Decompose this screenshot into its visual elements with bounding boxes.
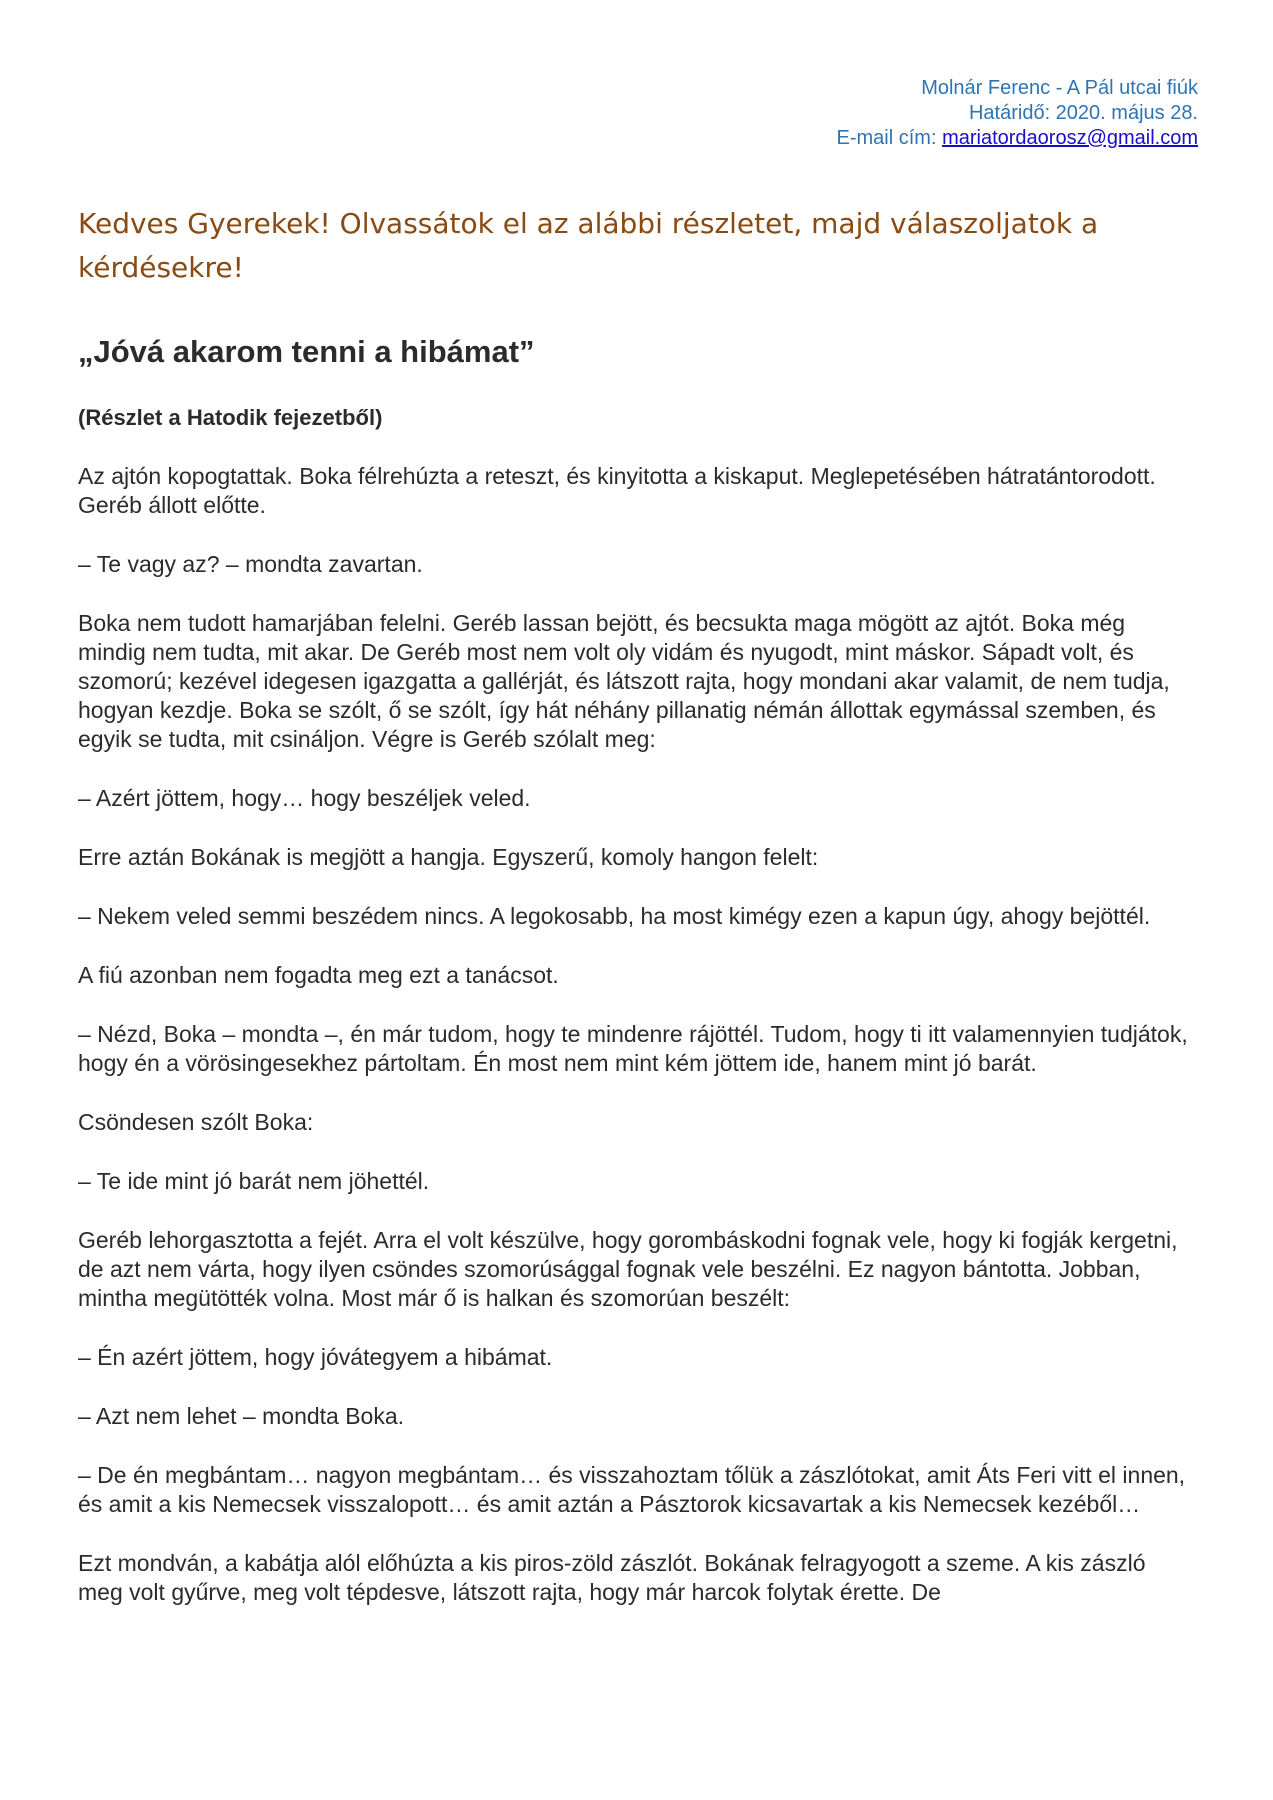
paragraph: Erre aztán Bokának is megjött a hangja. Egyszerű, komoly hangon felelt: bbox=[78, 844, 819, 870]
paragraph: – Nekem veled semmi beszédem nincs. A legokosabb, ha most kimégy ezen a kapun úgy, ahogy bejöttél. bbox=[78, 903, 1151, 929]
email-label: E-mail cím: bbox=[836, 127, 937, 149]
paragraph: – Azért jöttem, hogy… hogy beszéljek veled. bbox=[78, 785, 531, 811]
page-title: „Jóvá akarom tenni a hibámat” bbox=[78, 334, 535, 369]
paragraph: – De én megbántam… nagyon megbántam… és visszahoztam tőlük a zászlótokat, amit Áts Feri vitt el innen, és amit a kis Nemecsek visszalopott… és amit aztán a Pásztorok kicsavartak a kis Nemecsek kezéből… bbox=[78, 1462, 1186, 1517]
paragraph: – Azt nem lehet – mondta Boka. bbox=[78, 1403, 405, 1429]
email-link[interactable]: mariatordaorosz@gmail.com bbox=[942, 127, 1198, 149]
paragraph: – Én azért jöttem, hogy jóvátegyem a hibámat. bbox=[78, 1344, 553, 1370]
paragraph: A fiú azonban nem fogadta meg ezt a tanácsot. bbox=[78, 962, 559, 988]
document-header bbox=[498, 76, 1198, 151]
paragraph: Ezt mondván, a kabátja alól előhúzta a kis piros-zöld zászlót. Bokának felragyogott a szeme. A kis zászló meg volt gyűrve, meg volt tépdesve, látszott rajta, hogy már harcok folytak érette. De bbox=[78, 1550, 1146, 1605]
paragraph: Geréb lehorgasztotta a fejét. Arra el volt készülve, hogy gorombáskodni fognak vele, hogy ki fogják kergetni, de azt nem várta, hogy ilyen csöndes szomorúsággal fognak vele beszélni. Ez nagyon bántotta. Jobban, mintha megütötték volna. Most már ő is halkan és szomorúan beszélt: bbox=[78, 1227, 1178, 1311]
paragraph: Az ajtón kopogtattak. Boka félrehúzta a reteszt, és kinyitotta a kiskaput. Meglepetésében hátratántorodott. Geréb állott előtte. bbox=[78, 463, 1156, 518]
header-email-line bbox=[498, 126, 1198, 151]
intro-instruction: Kedves Gyerekek! Olvassátok el az alábbi részletet, majd válaszoljatok a kérdésekre! bbox=[78, 207, 1099, 284]
paragraph: – Te vagy az? – mondta zavartan. bbox=[78, 551, 423, 577]
paragraph: Boka nem tudott hamarjában felelni. Geréb lassan bejött, és becsukta maga mögött az ajtót. Boka még mindig nem tudta, mit akar. De Geréb most nem volt oly vidám és nyugodt, mint máskor. Sápadt volt, és szomorú; kezével idegesen igazgatta a gallérját, és látszott rajta, hogy mondani akar valamit, de nem tudja, hogyan kezdje. Boka se szólt, ő se szólt, így hát néhány pillanatig némán állottak egymással szemben, és egyik se tudta, mit csináljon. Végre is Geréb szólalt meg: bbox=[78, 610, 1170, 752]
header-deadline: Határidő: 2020. május 28. bbox=[968, 102, 1198, 124]
paragraph: – Te ide mint jó barát nem jöhettél. bbox=[78, 1168, 430, 1194]
header-author-title: Molnár Ferenc - A Pál utcai fiúk bbox=[921, 77, 1198, 99]
paragraph: Csöndesen szólt Boka: bbox=[78, 1109, 314, 1135]
page-subtitle: (Részlet a Hatodik fejezetből) bbox=[78, 405, 383, 430]
excerpt-body bbox=[78, 462, 1193, 1637]
paragraph: – Nézd, Boka – mondta –, én már tudom, hogy te mindenre rájöttél. Tudom, hogy ti itt valamennyien tudjátok, hogy én a vörösingesekhez pártoltam. Én most nem mint kém jöttem ide, hanem mint jó barát. bbox=[78, 1021, 1188, 1076]
